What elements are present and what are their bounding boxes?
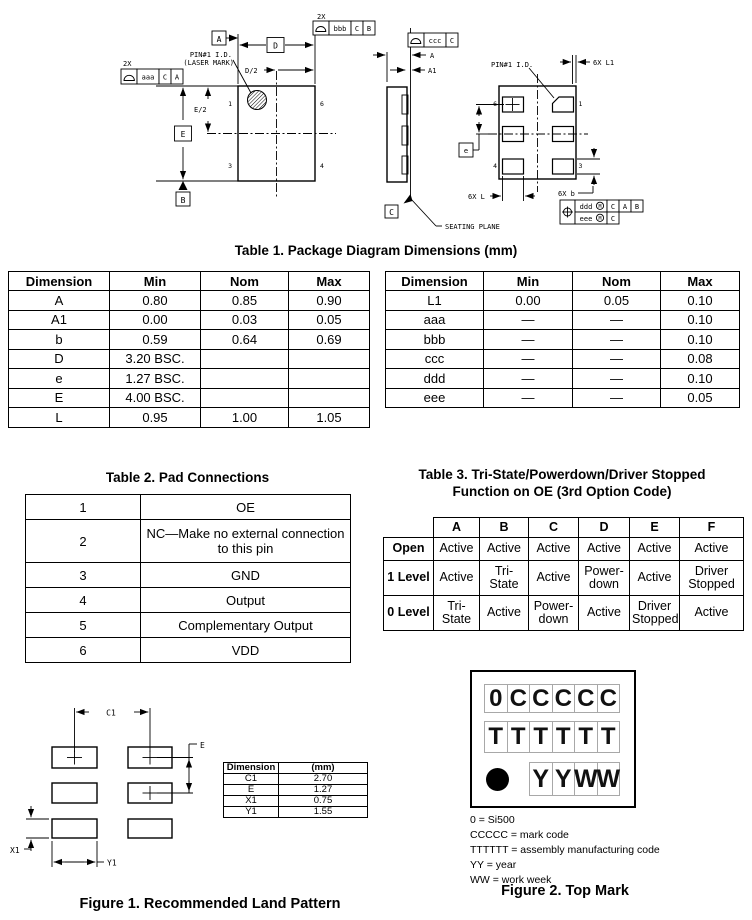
- datum-ref: C: [449, 37, 455, 45]
- dim-l1-label: 6X L1: [593, 59, 615, 67]
- legend-line: 0 = Si500: [470, 814, 515, 826]
- package-side-outline: [387, 87, 407, 182]
- table2-pad-connections: [25, 494, 351, 663]
- seating-plane-label: SEATING PLANE: [445, 223, 500, 231]
- datum-b-label: B: [180, 196, 186, 205]
- table-row: L1 0.00 0.05 0.10: [386, 291, 740, 311]
- table-row: A1 0.00 0.03 0.05: [9, 310, 370, 330]
- mark-char: T: [597, 721, 621, 753]
- eee-tolerance: eee: [579, 215, 593, 223]
- pad-1-chamfered: [553, 97, 574, 112]
- col-header: Max: [289, 272, 370, 291]
- top-mark-box: [470, 670, 636, 808]
- table-row: ddd — — 0.10: [386, 369, 740, 389]
- dim-d-half-label: D/2: [245, 67, 258, 75]
- table-row: 3 GND: [26, 563, 351, 588]
- mark-char: Y: [552, 762, 576, 796]
- mark-char: C: [574, 684, 598, 713]
- mmc-m: M: [598, 203, 602, 210]
- pin-number: 1: [228, 100, 232, 108]
- table-header-row: [384, 518, 744, 538]
- land-pad: [52, 819, 97, 838]
- table-row: 0 Level Tri-State Active Power-down Active Driver Stopped Active: [384, 596, 744, 631]
- mark-char: C: [529, 684, 553, 713]
- qty-2x-label: 2X: [123, 60, 132, 68]
- col-header: Dimension: [386, 272, 484, 291]
- bottom-view-drawing: [459, 55, 643, 224]
- col-header: B: [480, 518, 529, 538]
- aaa-tolerance: aaa: [141, 73, 155, 82]
- col-header: Dimension: [9, 272, 110, 291]
- datum-a-label: A: [216, 35, 222, 44]
- table-row: L 0.95 1.00 1.05: [9, 408, 370, 428]
- table-row: E 4.00 BSC.: [9, 388, 370, 408]
- dim-e-half-label: E/2: [194, 106, 207, 114]
- mark-char: T: [529, 721, 553, 753]
- table-row: 2 NC—Make no external connection to this pin: [26, 520, 351, 563]
- table-row: aaa — — 0.10: [386, 310, 740, 330]
- feature-control-frame: [560, 200, 643, 224]
- datum-b-triangle: [179, 181, 188, 190]
- table-row: A 0.80 0.85 0.90: [9, 291, 370, 311]
- legend-line: YY = year: [470, 859, 517, 871]
- col-header: Nom: [201, 272, 289, 291]
- col-header: E: [630, 518, 680, 538]
- dim-d-label: D: [273, 41, 278, 51]
- table-row: e 1.27 BSC.: [9, 369, 370, 389]
- datum-ref: A: [622, 203, 628, 211]
- pin-number: 6: [493, 100, 497, 108]
- col-header: Min: [484, 272, 573, 291]
- pin1-id-note2: (LASER MARK): [183, 59, 234, 67]
- datum-ref: C: [162, 73, 168, 82]
- mark-char: T: [507, 721, 531, 753]
- table-row: 4 Output: [26, 588, 351, 613]
- profile-callout-aaa: [121, 60, 183, 84]
- table3-title-line1: Table 3. Tri-State/Powerdown/Driver Stopped: [418, 467, 706, 482]
- table-row: ccc — — 0.08: [386, 349, 740, 369]
- land-pattern-drawing: [10, 708, 205, 868]
- table-row: eee — — 0.05: [386, 388, 740, 408]
- dim-c1-label: C1: [106, 708, 116, 718]
- top-mark-legend: [470, 813, 660, 888]
- land-pad: [52, 783, 97, 803]
- table-row: 1 OE: [26, 495, 351, 520]
- col-header: F: [680, 518, 744, 538]
- mark-char: W: [574, 762, 598, 796]
- mark-char: 0: [484, 684, 508, 713]
- bbb-tolerance: bbb: [333, 25, 347, 33]
- table1-title: Table 1. Package Diagram Dimensions (mm): [234, 243, 518, 258]
- mark-char: W: [597, 762, 621, 796]
- table-row: D 3.20 BSC.: [9, 349, 370, 369]
- dim-e-pitch-label: e: [463, 147, 469, 155]
- table-row: Y1 1.55: [224, 807, 368, 818]
- table-header-row: [386, 272, 740, 291]
- table-row: 6 VDD: [26, 638, 351, 663]
- table3-oe-function: [383, 517, 744, 631]
- col-header: D: [579, 518, 630, 538]
- land-pad: [128, 819, 172, 838]
- dim-x1-label: X1: [10, 846, 20, 855]
- table-row: C1 2.70: [224, 774, 368, 785]
- dim-a1-label: A1: [428, 67, 437, 75]
- col-header: Min: [110, 272, 201, 291]
- top-view-drawing: [121, 13, 375, 206]
- datum-c-triangle: [404, 194, 413, 204]
- table-header-row: [9, 272, 370, 291]
- table2-title: Table 2. Pad Connections: [105, 470, 270, 485]
- dim-l-label: 6X L: [468, 193, 485, 201]
- table-header-row: Dimension (mm): [224, 763, 368, 774]
- pin1-id-note: PIN#1 I.D.: [491, 61, 534, 69]
- pin-number: 4: [493, 162, 497, 170]
- qty-2x-label: 2X: [317, 13, 326, 21]
- mark-char: C: [597, 684, 621, 713]
- table3-title-line2: Function on OE (3rd Option Code): [452, 483, 672, 499]
- datum-ref: C: [354, 25, 360, 33]
- table-row: bbb — — 0.10: [386, 330, 740, 350]
- dim-e-label: E: [180, 130, 186, 139]
- figure2-caption: Figure 2. Top Mark: [501, 883, 629, 899]
- table-row: b 0.59 0.64 0.69: [9, 330, 370, 350]
- table-row: Open Active Active Active Active Active Active: [384, 538, 744, 561]
- datum-c-label: C: [389, 208, 394, 217]
- table-row: 5 Complementary Output: [26, 613, 351, 638]
- dim-e-label: E: [200, 741, 205, 750]
- top-mark-row3: [529, 762, 619, 796]
- pin-number: 3: [228, 162, 232, 170]
- pin1-dot-icon: [486, 768, 509, 791]
- corner-cell: [384, 518, 434, 538]
- col-header: C: [529, 518, 579, 538]
- pin-number: 4: [320, 162, 324, 170]
- datum-a-triangle: [229, 35, 238, 42]
- table1-right: [385, 271, 740, 408]
- datum-ref: B: [366, 25, 372, 33]
- table1-left: [8, 271, 370, 428]
- table-row: E 1.27: [224, 785, 368, 796]
- land-pattern-dim-table: [223, 762, 368, 818]
- table3-title: [378, 467, 746, 500]
- profile-callout-bbb: [313, 13, 375, 35]
- dim-y1-label: Y1: [107, 858, 117, 868]
- datum-ref: C: [610, 203, 616, 211]
- mark-char: C: [507, 684, 531, 713]
- datum-ref: C: [610, 215, 616, 223]
- mmc-m: M: [598, 215, 602, 222]
- col-header: Nom: [573, 272, 661, 291]
- mark-char: Y: [529, 762, 553, 796]
- table-row: X1 0.75: [224, 796, 368, 807]
- dim-b-label: 6X b: [558, 190, 575, 198]
- col-header: Max: [661, 272, 740, 291]
- datum-ref: B: [634, 203, 640, 211]
- ccc-tolerance: ccc: [428, 37, 442, 45]
- datum-ref: A: [174, 73, 180, 82]
- table-row: 1 Level Active Tri-State Active Power-down Active Driver Stopped: [384, 561, 744, 596]
- mark-char: T: [574, 721, 598, 753]
- ddd-tolerance: ddd: [579, 203, 593, 211]
- profile-callout-ccc: [408, 33, 458, 47]
- pad-4: [503, 159, 524, 174]
- pin1-id-note: PIN#1 I.D.: [189, 51, 232, 59]
- dim-a-label: A: [430, 52, 435, 60]
- pin-number: 3: [578, 162, 583, 170]
- legend-line: TTTTTT = assembly manufacturing code: [470, 844, 660, 856]
- pin1-laser-mark-icon: [248, 91, 267, 110]
- figure1-caption: Figure 1. Recommended Land Pattern: [79, 896, 341, 912]
- top-mark-row1: [484, 684, 619, 713]
- mark-char: C: [552, 684, 576, 713]
- mark-char: T: [484, 721, 508, 753]
- pin-number: 6: [320, 100, 324, 108]
- top-mark-row2: [484, 721, 619, 753]
- legend-line: WW = work week: [470, 874, 552, 886]
- col-header: A: [434, 518, 480, 538]
- pin-number: 1: [578, 100, 583, 108]
- mark-char: T: [552, 721, 576, 753]
- legend-line: CCCCC = mark code: [470, 829, 569, 841]
- pad-3: [553, 159, 574, 174]
